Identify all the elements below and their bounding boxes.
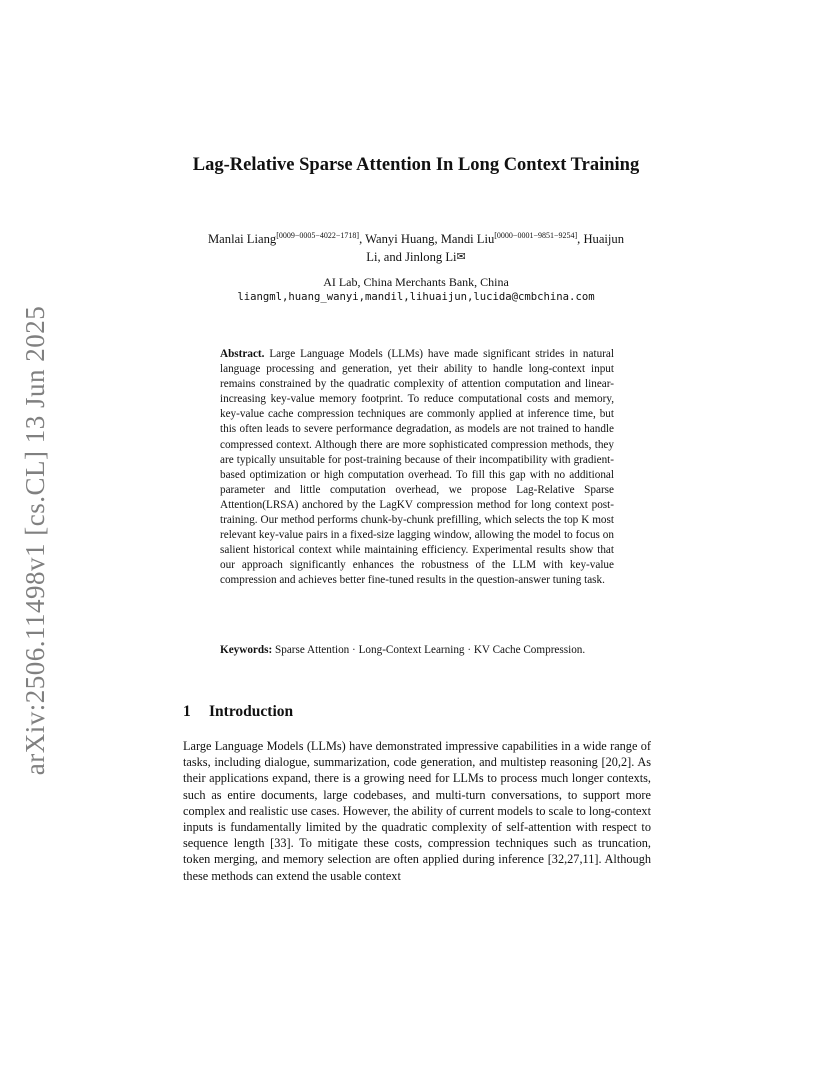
section-title: Introduction	[209, 703, 294, 720]
author-name: Wanyi Huang	[365, 232, 435, 246]
affiliation: AI Lab, China Merchants Bank, China	[323, 275, 509, 289]
keywords	[220, 643, 614, 658]
orcid-id: [0009−0005−4022−1718]	[276, 231, 360, 240]
arxiv-identifier: arXiv:2506.11498v1 [cs.CL] 13 Jun 2025	[20, 305, 51, 775]
envelope-icon: ✉	[456, 251, 466, 263]
abstract-label: Abstract.	[220, 348, 265, 360]
keywords-text: Sparse Attention · Long-Context Learning · KV Cache Compression.	[275, 644, 586, 656]
keywords-label: Keywords:	[220, 644, 273, 656]
author-list: Manlai Liang[0009−0005−4022−1718], Wanyi Huang, Mandi Liu[0000−0001−9851−9254], Huaijun Li, and Jinlong Li✉	[207, 231, 625, 264]
section-body-text: Large Language Models (LLMs) have demonstrated impressive capabilities in a wide range of tasks, including dialogue, summarization, code generation, and multistep reasoning [20,2]. As their applications expand, there is a growing need for LLMs to process much longer contexts, such as entire documents, large codebases, and multi-turn conversations, to support more complex and realistic use cases. However, the ability of current models to scale to long-context inputs is fundamentally limited by the quadratic complexity of self-attention with respect to sequence length [33]. To mitigate these costs, compression techniques such as truncation, token merging, and memory selection are often applied during inference [32,27,11]. Although these methods can extend the usable context	[183, 739, 652, 883]
author-name: Manlai Liang	[207, 232, 277, 246]
author-name: Huaijun Li	[366, 232, 625, 264]
section-number: 1	[183, 703, 191, 720]
orcid-id: [0000−0001−9851−9254]	[494, 231, 578, 240]
abstract-text: Large Language Models (LLMs) have made significant strides in natural language processing and generation, yet their ability to handle long-context input remains constrained by the quadratic complexity of attention computation and linear-increasing key-value memory footprint. To reduce computational costs and memory, key-value cache compression techniques are commonly applied at inference time, but this often leads to severe performance degradation, as models are not trained to handle compressed context. Although there are more sophisticated compression methods, they are typically unsuitable for post-training because of their incompatibility with gradient-based optimization or high computation overhead. To fill this gap with no additional parameter and little computation overhead, we propose Lag-Relative Sparse Attention(LRSA) anchored by the LagKV compression method for long context post-training. Our method performs chunk-by-chunk prefilling, which selects the top K most relevant key-value pairs in a fixed-size lagging window, allowing the model to focus on salient historical context while maintaining efficiency. Experimental results show that our approach significantly enhances the robustness of the LLM with key-value compression and achieves better fine-tuned results in the question-answer tuning task.	[220, 348, 614, 587]
email-list: liangml,huang_wanyi,mandil,lihuaijun,lucida@cmbchina.com	[237, 291, 595, 303]
author-name: Mandi Liu	[440, 232, 495, 246]
paper-title: Lag-Relative Sparse Attention In Long Context Training	[192, 155, 640, 175]
section-heading	[183, 703, 293, 721]
abstract	[220, 347, 614, 589]
arxiv-sidebar-stamp	[14, 300, 58, 780]
author-name: Jinlong Li	[405, 250, 457, 264]
